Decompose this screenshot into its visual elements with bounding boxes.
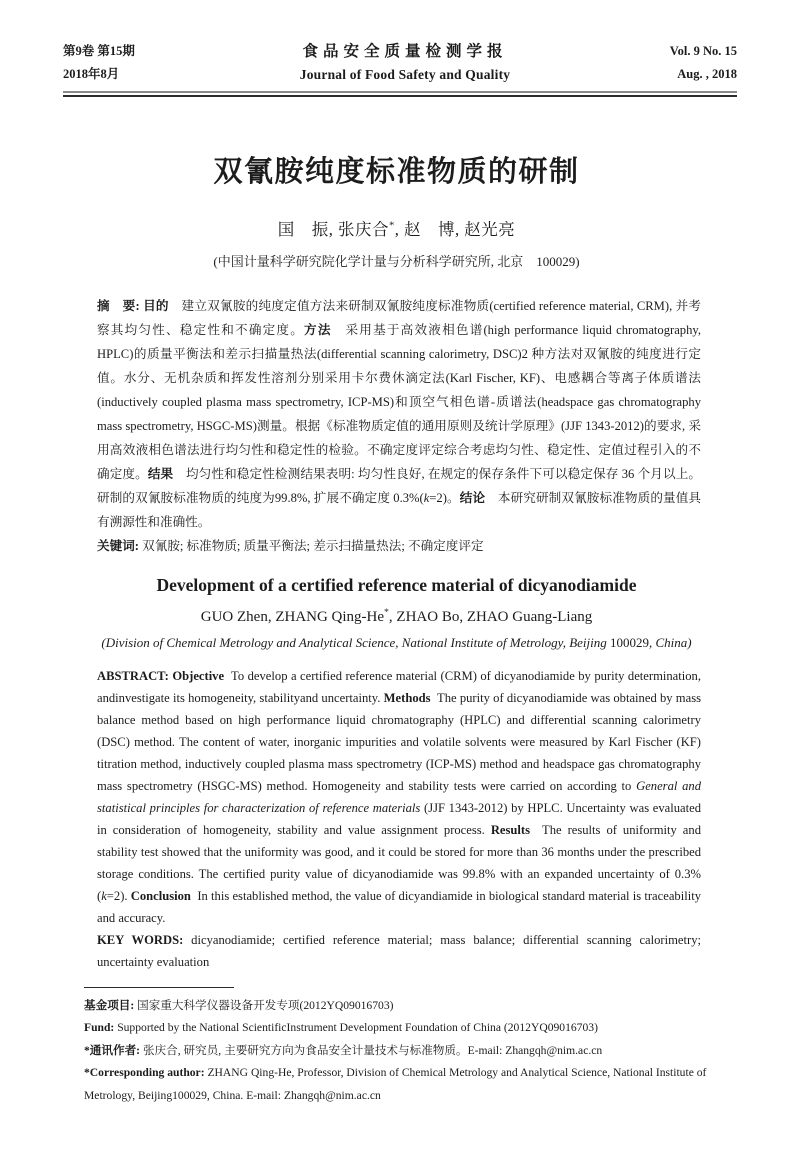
footnote-corresponding-cn: *通讯作者: 张庆合, 研究员, 主要研究方向为食品安全计量技术与标准物质。E-mail: Zhangqh@nim.ac.cn — [84, 1043, 603, 1057]
keywords-en: KEY WORDS: dicyanodiamide; certified reference material; mass balance; differential scanning calorimetry; uncertainty evaluation — [97, 933, 701, 969]
affiliation-cn: (中国计量科学研究院化学计量与分析科学研究所, 北京 100029) — [213, 254, 580, 269]
volume-issue-cn: 第9卷 第15期 — [63, 44, 135, 58]
date-en: Aug. , 2018 — [677, 67, 737, 81]
authors-en: GUO Zhen, ZHANG Qing-He*, ZHAO Bo, ZHAO Guang-Liang — [200, 607, 593, 625]
journal-name-block — [183, 40, 627, 86]
abstract-block-en — [97, 665, 701, 973]
footnote-corresponding-en: *Corresponding author: ZHANG Qing-He, Professor, Division of Chemical Metrology and Analytical Science, National Institute of Metrology, Beijing100029, China. E-mail: Zhangqh@nim.ac.cn — [84, 1066, 707, 1102]
footnote-block — [84, 995, 737, 1107]
journal-name-cn: 食品安全质量检测学报 — [302, 43, 508, 60]
journal-header — [63, 40, 737, 86]
abstract-en: ABSTRACT: Objective To develop a certified reference material (CRM) of dicyanodiamide by purity determination, andinvestigate its homogeneity, stabilityand uncertainty. Methods The purity of dicyanodiamide was obtained by mass balance method based on high performance liquid chromatography (HPLC) and differential scanning calorimetry (DSC) method. The content of water, inorganic impurities and volatile solvents were measured by Karl Fischer (KF) titration method, inductively coupled plasma mass spectrometry (ICP-MS) method and headspace gas chromatography mass spectrometry (HSGC-MS) method. Homogeneity and stability tests were carried on according to General and statistical principles for characterization of reference materials (JJF 1343-2012) by HPLC. Uncertainty was evaluated in consideration of homogeneity, stability and value assignment process. Results The results of uniformity and stability test showed that the uniformity was good, and it could be stored for more than 36 months under the prescribed storage conditions. The certified purity value of dicyanodiamide was 99.8% with an expanded uncertainty of 0.3% (k=2). Conclusion In this established method, the value of dicyandiamide in biological standard material is traceability and accuracy. — [97, 669, 702, 925]
header-divider — [63, 91, 737, 97]
footnote-fund-en: Fund: Supported by the National ScientificInstrument Development Foundation of China (2012YQ09016703) — [84, 1021, 598, 1035]
keywords-cn: 关键词: 双氰胺; 标准物质; 质量平衡法; 差示扫描量热法; 不确定度评定 — [97, 539, 484, 553]
article-title-cn: 双氰胺纯度标准物质的研制 — [213, 156, 580, 188]
journal-name-en: Journal of Food Safety and Quality — [299, 67, 511, 82]
abstract-block-cn — [97, 294, 701, 558]
authors-cn: 国 振, 张庆合*, 赵 博, 赵光亮 — [277, 219, 516, 239]
article-title-en: Development of a certified reference material of dicyanodiamide — [156, 575, 637, 595]
volume-issue-en: Vol. 9 No. 15 — [669, 44, 737, 58]
footnote-divider — [84, 987, 234, 988]
affiliation-en: (Division of Chemical Metrology and Analytical Science, National Institute of Metrology, Beijing 100029, China) — [101, 635, 692, 650]
abstract-cn: 摘 要: 目的 建立双氰胺的纯度定值方法来研制双氰胺纯度标准物质(certified reference material, CRM), 并考察其均匀性、稳定性和不确定度。方法 采用基于高效液相色谱(high performance liquid chromatography, HPLC)的质量平衡法和差示扫描量热法(differential scanning calorimetry, DSC)2 种方法对双氰胺的纯度进行定值。水分、无机杂质和挥发性溶剂分别采用卡尔费休滴定法(Karl Fischer, KF)、电感耦合等离子体质谱法(inductively coupled plasma mass spectrometry, ICP-MS)和顶空气相色谱-质谱法(headspace gas chromatography mass spectrometry, HSGC-MS)测量。根据《标准物质定值的通用原则及统计学原理》(JJF 1343-2012)的要求, 采用高效液相色谱法进行均匀性和稳定性的检验。不确定度评定综合考虑均匀性、稳定性、定值过程引入的不确定度。结果 均匀性和稳定性检测结果表明: 均匀性良好, 在规定的保存条件下可以稳定保存 36 个月以上。研制的双氰胺标准物质的纯度为99.8%, 扩展不确定度 0.3%(k=2)。结论 本研究研制双氰胺标准物质的量值具有溯源性和准确性。 — [97, 299, 702, 529]
header-issue-block-en — [627, 40, 737, 86]
header-issue-block-cn — [63, 40, 183, 86]
paper-page — [0, 40, 793, 1162]
footnote-fund-cn: 基金项目: 国家重大科学仪器设备开发专项(2012YQ09016703) — [84, 999, 394, 1012]
date-cn: 2018年8月 — [63, 67, 120, 81]
